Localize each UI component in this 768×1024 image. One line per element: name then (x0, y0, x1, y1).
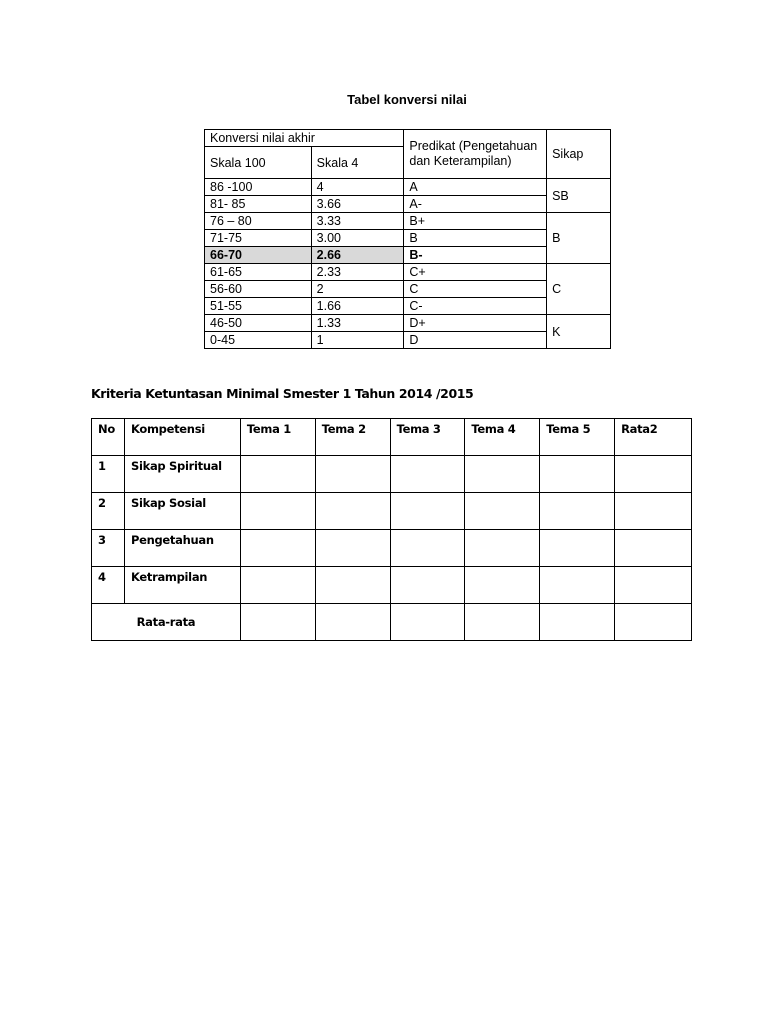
skala-4-cell: 2 (311, 281, 404, 298)
row-kompetensi: Ketrampilan (124, 567, 240, 604)
empty-cell (540, 604, 615, 641)
rata-rata-label: Rata-rata (92, 604, 241, 641)
empty-cell (540, 530, 615, 567)
skala-4-cell: 1 (311, 332, 404, 349)
empty-cell (390, 530, 465, 567)
skala-100-cell: 71-75 (205, 230, 312, 247)
empty-cell (390, 493, 465, 530)
row-kompetensi: Sikap Spiritual (124, 456, 240, 493)
empty-cell (315, 493, 390, 530)
skala-100-cell: 51-55 (205, 298, 312, 315)
empty-cell (390, 567, 465, 604)
predikat-cell: C- (404, 298, 547, 315)
sikap-cell: K (547, 315, 611, 349)
skala-4-cell: 1.66 (311, 298, 404, 315)
header-skala-100: Skala 100 (205, 147, 312, 179)
conversion-row (205, 264, 611, 281)
sikap-cell: C (547, 264, 611, 315)
conversion-table (204, 129, 611, 349)
header-tema-2: Tema 2 (315, 419, 390, 456)
predikat-cell: B- (404, 247, 547, 264)
row-no: 2 (92, 493, 125, 530)
conversion-row (205, 315, 611, 332)
conversion-row (205, 213, 611, 230)
empty-cell (465, 567, 540, 604)
skala-4-cell: 3.00 (311, 230, 404, 247)
row-no: 4 (92, 567, 125, 604)
header-tema-5: Tema 5 (540, 419, 615, 456)
empty-cell (540, 456, 615, 493)
kkm-footer-row (92, 604, 692, 641)
empty-cell (315, 604, 390, 641)
skala-100-cell: 66-70 (205, 247, 312, 264)
empty-cell (615, 530, 692, 567)
empty-cell (615, 493, 692, 530)
header-no: No (92, 419, 125, 456)
header-konversi-group: Konversi nilai akhir (205, 130, 404, 147)
skala-4-cell: 1.33 (311, 315, 404, 332)
empty-cell (465, 456, 540, 493)
empty-cell (240, 567, 315, 604)
skala-100-cell: 76 – 80 (205, 213, 312, 230)
empty-cell (465, 493, 540, 530)
predikat-cell: C+ (404, 264, 547, 281)
skala-4-cell: 2.66 (311, 247, 404, 264)
skala-100-cell: 81- 85 (205, 196, 312, 213)
empty-cell (465, 604, 540, 641)
row-no: 3 (92, 530, 125, 567)
header-tema-3: Tema 3 (390, 419, 465, 456)
row-kompetensi: Pengetahuan (124, 530, 240, 567)
predikat-cell: D (404, 332, 547, 349)
kkm-row (92, 456, 692, 493)
conversion-row (205, 179, 611, 196)
predikat-cell: A- (404, 196, 547, 213)
empty-cell (315, 567, 390, 604)
kkm-row (92, 567, 692, 604)
empty-cell (240, 493, 315, 530)
empty-cell (615, 456, 692, 493)
skala-100-cell: 0-45 (205, 332, 312, 349)
kkm-header-row (92, 419, 692, 456)
empty-cell (240, 530, 315, 567)
predikat-cell: C (404, 281, 547, 298)
empty-cell (390, 604, 465, 641)
predikat-cell: B (404, 230, 547, 247)
empty-cell (240, 604, 315, 641)
kkm-table-title: Kriteria Ketuntasan Minimal Smester 1 Tahun 2014 /2015 (91, 386, 474, 401)
kkm-row (92, 493, 692, 530)
header-predikat: Predikat (Pengetahuan dan Keterampilan) (404, 130, 547, 179)
skala-100-cell: 86 -100 (205, 179, 312, 196)
predikat-cell: A (404, 179, 547, 196)
row-kompetensi: Sikap Sosial (124, 493, 240, 530)
sikap-cell: B (547, 213, 611, 264)
empty-cell (240, 456, 315, 493)
empty-cell (615, 567, 692, 604)
predikat-cell: D+ (404, 315, 547, 332)
kkm-table (91, 418, 692, 641)
header-tema-1: Tema 1 (240, 419, 315, 456)
skala-4-cell: 3.66 (311, 196, 404, 213)
empty-cell (465, 530, 540, 567)
skala-4-cell: 3.33 (311, 213, 404, 230)
skala-4-cell: 4 (311, 179, 404, 196)
empty-cell (540, 493, 615, 530)
conversion-table-title: Tabel konversi nilai (347, 92, 467, 107)
header-skala-4: Skala 4 (311, 147, 404, 179)
header-kompetensi: Kompetensi (124, 419, 240, 456)
empty-cell (540, 567, 615, 604)
skala-100-cell: 46-50 (205, 315, 312, 332)
skala-4-cell: 2.33 (311, 264, 404, 281)
header-rata2: Rata2 (615, 419, 692, 456)
header-tema-4: Tema 4 (465, 419, 540, 456)
empty-cell (615, 604, 692, 641)
kkm-row (92, 530, 692, 567)
sikap-cell: SB (547, 179, 611, 213)
skala-100-cell: 56-60 (205, 281, 312, 298)
empty-cell (315, 530, 390, 567)
empty-cell (390, 456, 465, 493)
empty-cell (315, 456, 390, 493)
row-no: 1 (92, 456, 125, 493)
header-sikap: Sikap (547, 130, 611, 179)
skala-100-cell: 61-65 (205, 264, 312, 281)
predikat-cell: B+ (404, 213, 547, 230)
